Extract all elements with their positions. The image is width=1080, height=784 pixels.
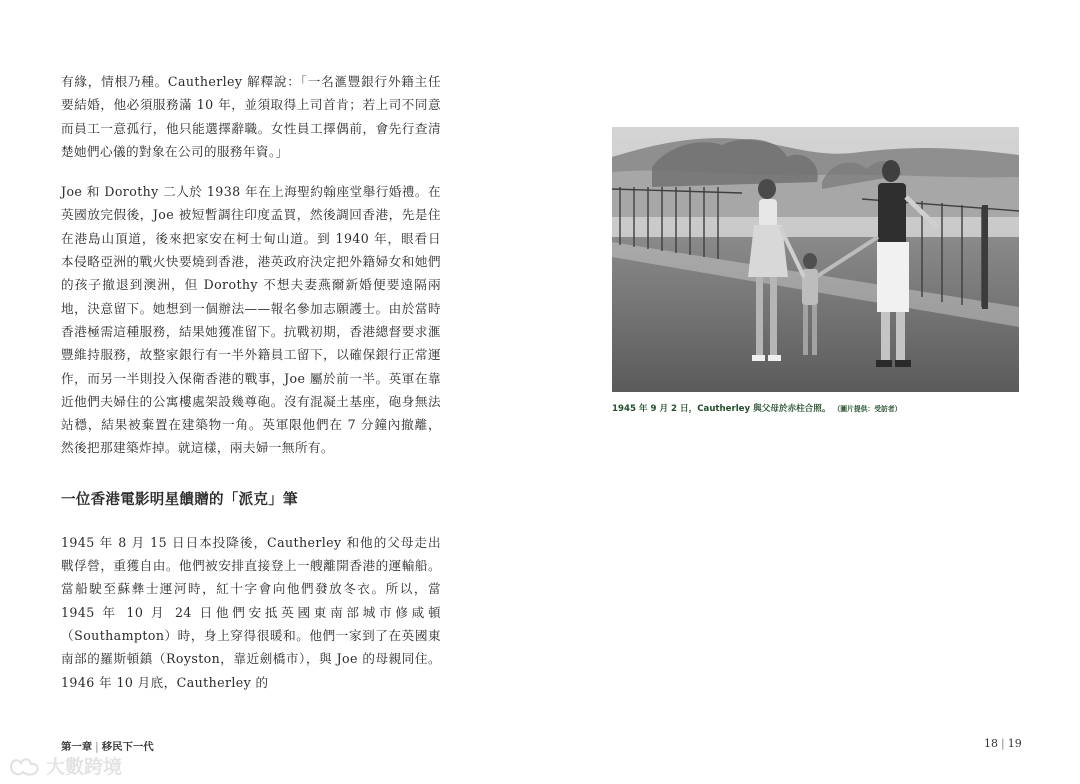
photo-caption <box>612 402 1032 414</box>
watermark-text: 大數跨境 <box>46 756 123 778</box>
photo-credit: （圖片提供：受訪者） <box>833 405 902 413</box>
family-photo <box>612 127 1019 392</box>
watermark <box>8 752 122 779</box>
page-number-right: 19 <box>1007 737 1022 750</box>
family-photo-image <box>612 127 1019 392</box>
chapter-label: 第一章 <box>61 741 93 753</box>
body-paragraph-2: Joe 和 Dorothy 二人於 1938 年在上海聖約翰座堂舉行婚禮。在英國放完假後，Joe 被短暫調往印度孟買，然後調回香港，先是住在港島山頂道，後來把家安在柯士甸山道。到 1940 年，眼看日本侵略亞洲的戰火快要燒到香港，港英政府決定把外籍婦女和她們的孩子撤退到澳洲，但 Dorothy 不想夫妻燕爾新婚便要遠隔兩地，決意留下。她想到一個辦法——報名參加志願護士。由於當時香港極需這種服務，結果她獲准留下。抗戰初期，香港總督要求滙豐維持服務，故整家銀行有一半外籍員工留下，以確保銀行正常運作，而另一半則投入保衛香港的戰事，Joe 屬於前一半。英軍在靠近他們夫婦住的公寓樓處架設幾尊砲。沒有混凝土基座，砲身無法站穩，結果被棄置在建築物一角。英軍限他們在 7 分鐘內撤離，然後把那建築炸掉。就這樣，兩夫婦一無所有。 <box>61 184 441 456</box>
left-page <box>61 70 441 694</box>
page-number-left: 18 <box>984 737 998 750</box>
chapter-title: 移民下一代 <box>101 741 154 753</box>
footer-divider-left: | <box>95 741 99 753</box>
body-paragraph-3: 1945 年 8 月 15 日日本投降後，Cautherley 和他的父母走出戰俘營，重獲自由。他們被安排直接登上一艘離開香港的運輸船。當船駛至蘇彝士運河時，紅十字會向他們發放冬衣。所以，當 1945 年 10 月 24 日他們安抵英國東南部城市修咸頓（Southampton）時，身上穿得很暖和。他們一家到了在英國東南部的羅斯頓鎮（Royston，靠近劍橋市），與 Joe 的母親同住。1946 年 10 月底，Cautherley 的 <box>61 534 441 690</box>
running-footer-left <box>61 738 154 753</box>
footer-divider-right: | <box>1001 737 1005 750</box>
watermark-logo-icon <box>8 755 42 777</box>
page-numbers <box>984 737 1022 750</box>
photo-caption-text: 1945 年 9 月 2 日，Cautherley 與父母於赤柱合照。 <box>612 404 831 414</box>
section-heading: 一位香港電影明星饋贈的「派克」筆 <box>61 491 298 508</box>
body-paragraph-1: 有緣，情根乃種。Cautherley 解釋說：「一名滙豐銀行外籍主任要結婚，他必須服務滿 10 年，並須取得上司首肯；若上司不同意而員工一意孤行，他只能選擇辭職。女性員工擇偶前，會先行查清楚她們心儀的對象在公司的服務年資。」 <box>61 74 441 159</box>
